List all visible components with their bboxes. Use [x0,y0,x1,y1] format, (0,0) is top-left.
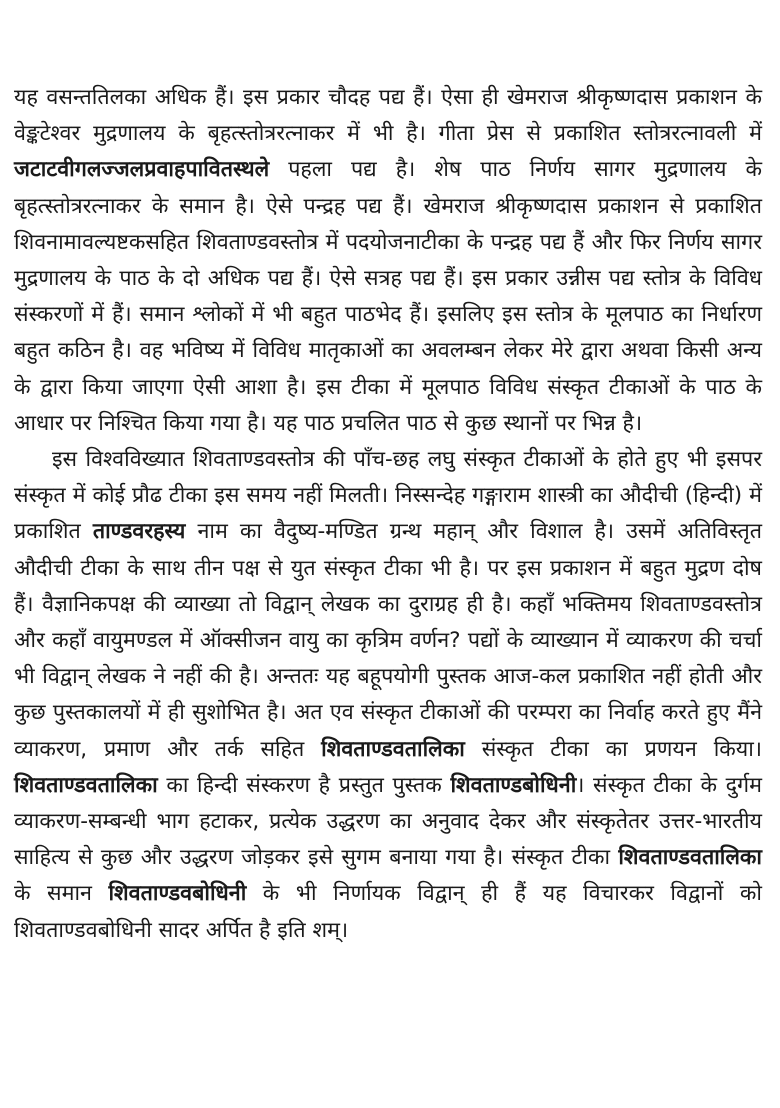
body-text [14,80,762,949]
paragraph-text: के भी निर्णायक विद्वान् ही हैं यह विचारकर विद्वानों को शिवताण्डवबोधिनी सादर अर्पित है इति शम्। [14,881,762,943]
bold-term-jatatavi: जटाटवीगलज्जलप्रवाहपावितस्थले [14,157,270,183]
paragraph-text: इस विश्वविख्यात शिवताण्डवस्तोत्र की पाँच-छह लघु संस्कृत टीकाओं के होते हुए भी इसपर संस्कृत में कोई प्रौढ टीका इस समय नहीं मिलती। निस्सन्देह गङ्गाराम शास्त्री का औदीची (हिन्दी) में प्रकाशित [14,447,762,545]
bold-term-tandavarahasya: ताण्डवरहस्य [92,519,186,545]
paragraph-text: । संस्कृत टीका के दुर्गम व्याकरण-सम्बन्धी भाग हटाकर, प्रत्येक उद्धरण का अनुवाद देकर और संस्कृतेतर उत्तर-भारतीय साहित्य से कुछ और उद्धरण जोड़कर इसे सुगम बनाया गया है। संस्कृत टीका [14,772,762,871]
bold-term-shivatandavabodhini: शिवताण्डवबोधिनी [108,881,247,907]
paragraph-text: के समान [14,881,109,907]
bold-term-shivatandabodhini: शिवताण्डबोधिनी [450,772,577,798]
paragraph-text: नाम का वैदुष्य-मण्डित ग्रन्थ महान् और विशाल है। उसमें अतिविस्तृत औदीची टीका के साथ तीन पक्ष से युत संस्कृत टीका भी है। पर इस प्रकाशन में बहुत मुद्रण दोष हैं। वैज्ञानिकपक्ष की व्याख्या तो विद्वान् लेखक का दुराग्रह ही है। कहाँ भक्तिमय शिवताण्डवस्तोत्र और कहाँ वायुमण्डल में ऑक्सीजन वायु का कृत्रिम वर्णन? पद्यों के व्याख्यान में व्याकरण की चर्चा भी विद्वान् लेखक ने नहीं की है। अन्ततः यह बहूपयोगी पुस्तक आज-कल प्रकाशित नहीं होती और कुछ पुस्तकालयों में ही सुशोभित है। अत एव संस्कृत टीकाओं की परम्परा का निर्वाह करते हुए मैंने व्याकरण, प्रमाण और तर्क सहित [14,519,763,762]
bold-term-shivatandavatalika: शिवताण्डवतालिका [618,845,762,871]
paragraph-1 [14,80,762,442]
paragraph-text: पहला पद्य है। शेष पाठ निर्णय सागर मुद्रणालय के बृहत्स्तोत्ररत्नाकर के समान है। ऐसे पन्द्रह पद्य हैं। खेमराज श्रीकृष्णदास प्रकाशन से प्रकाशित शिवनामावल्यष्टकसहित शिवताण्डवस्तोत्र में पदयोजनाटीका के पन्द्रह पद्य हैं और फिर निर्णय सागर मुद्रणालय के पाठ के दो अधिक पद्य हैं। ऐसे सत्रह पद्य हैं। इस प्रकार उन्नीस पद्य स्तोत्र के विविध संस्करणों में हैं। समान श्लोकों में भी बहुत पाठभेद हैं। इसलिए इस स्तोत्र के मूलपाठ का निर्धारण बहुत कठिन है। वह भविष्य में विविध मातृकाओं का अवलम्बन लेकर मेरे द्वारा अथवा किसी अन्य के द्वारा किया जाएगा ऐसी आशा है। इस टीका में मूलपाठ विविध संस्कृत टीकाओं के पाठ के आधार पर निश्चित किया गया है। यह पाठ प्रचलित पाठ से कुछ स्थानों पर भिन्न है। [14,157,762,436]
paragraph-text: संस्कृत टीका का प्रणयन किया। [464,736,762,762]
paragraph-2 [14,442,762,949]
bold-term-shivatandavatalika: शिवताण्डवतालिका [321,736,465,762]
paragraph-text: का हिन्दी संस्करण है प्रस्तुत पुस्तक [157,772,451,798]
bold-term-shivatandavatalika: शिवताण्डवतालिका [14,772,158,798]
paragraph-text: यह वसन्ततिलका अधिक हैं। इस प्रकार चौदह पद्य हैं। ऐसा ही खेमराज श्रीकृष्णदास प्रकाशन के वेङ्कटेश्वर मुद्रणालय के बृहत्स्तोत्ररत्नाकर में भी है। गीता प्रेस से प्रकाशित स्तोत्ररत्नावली में [14,85,762,147]
